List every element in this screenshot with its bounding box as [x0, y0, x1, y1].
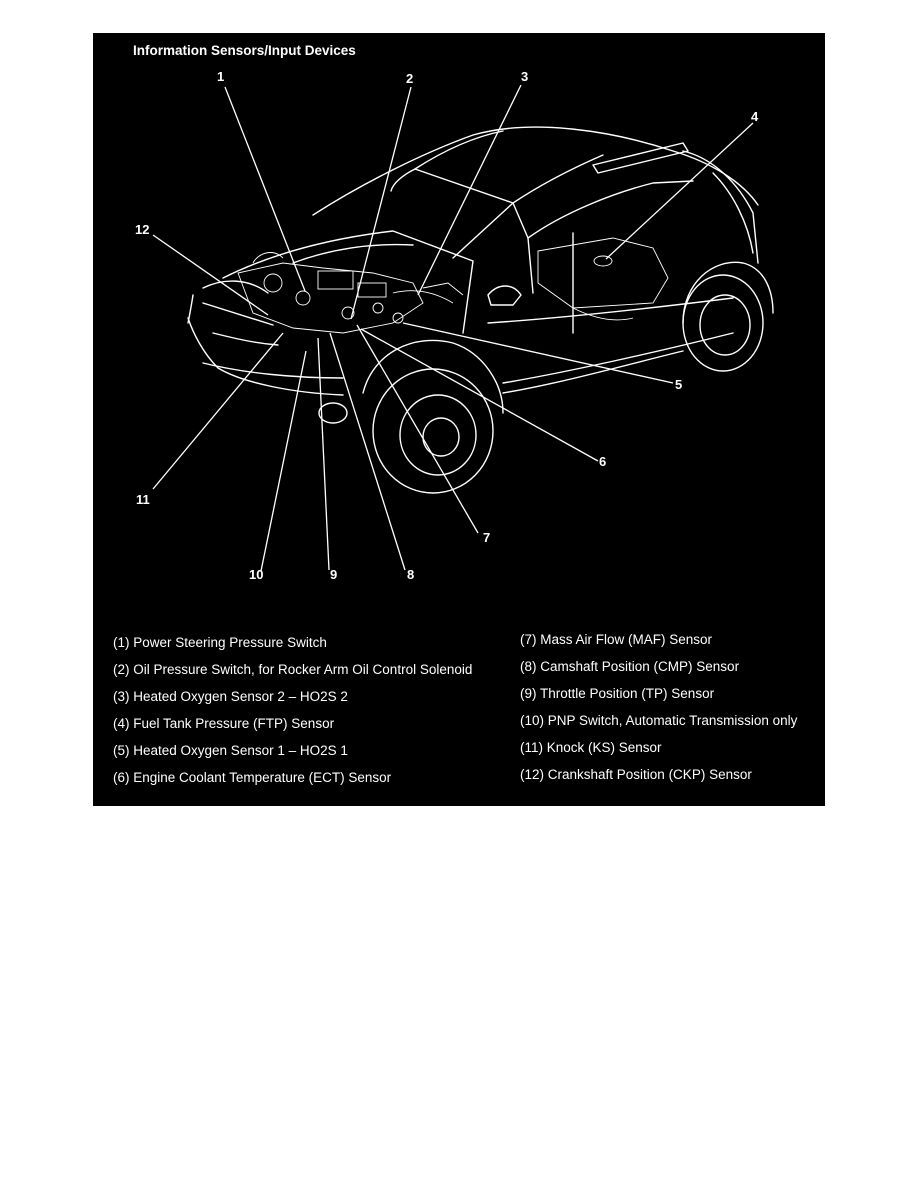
callout-4: 4 — [751, 109, 759, 124]
callout-3: 3 — [521, 69, 529, 84]
callout-8: 8 — [407, 567, 415, 582]
callout-9: 9 — [330, 567, 338, 582]
callout-6: 6 — [599, 454, 607, 469]
callout-numbers — [135, 69, 759, 582]
diagram-panel — [93, 33, 825, 806]
legend-item-4: (4) Fuel Tank Pressure (FTP) Sensor — [113, 716, 335, 731]
legend-item-11: (11) Knock (KS) Sensor — [520, 740, 662, 755]
callout-1: 1 — [217, 69, 225, 84]
legend-item-8: (8) Camshaft Position (CMP) Sensor — [520, 659, 740, 674]
legend-item-1: (1) Power Steering Pressure Switch — [113, 635, 327, 650]
legend-item-5: (5) Heated Oxygen Sensor 1 – HO2S 1 — [113, 743, 348, 758]
callout-11: 11 — [136, 492, 150, 507]
legend-item-3: (3) Heated Oxygen Sensor 2 – HO2S 2 — [113, 689, 348, 704]
legend-item-6: (6) Engine Coolant Temperature (ECT) Sensor — [113, 770, 392, 785]
callout-7: 7 — [483, 530, 491, 545]
callout-12: 12 — [135, 222, 150, 237]
leader-lines — [153, 85, 753, 571]
callout-2: 2 — [406, 71, 414, 86]
legend-item-9: (9) Throttle Position (TP) Sensor — [520, 686, 715, 701]
legend-item-10: (10) PNP Switch, Automatic Transmission only — [520, 713, 798, 728]
legend-item-12: (12) Crankshaft Position (CKP) Sensor — [520, 767, 752, 782]
callout-10: 10 — [249, 567, 264, 582]
diagram-title: Information Sensors/Input Devices — [133, 43, 356, 58]
legend-item-2: (2) Oil Pressure Switch, for Rocker Arm Oil Control Solenoid — [113, 662, 473, 677]
car-illustration — [188, 127, 773, 493]
callout-5: 5 — [675, 377, 683, 392]
legend-item-7: (7) Mass Air Flow (MAF) Sensor — [520, 632, 713, 647]
